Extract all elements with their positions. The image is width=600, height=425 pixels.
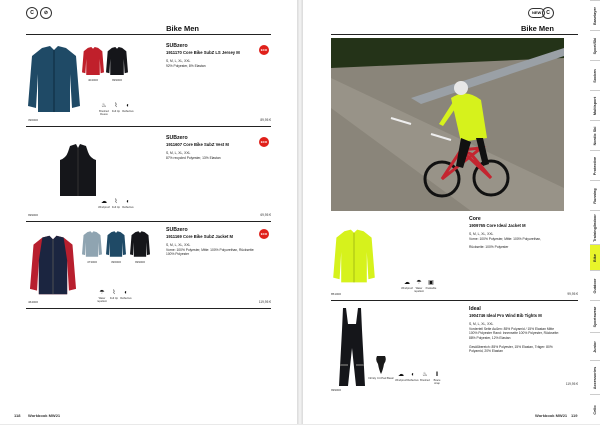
product-material-2: Gesäßbereich: 85% Polyester, 15% Elastan, Träger: 80% Polyamid, 20% Elastan [469, 345, 553, 354]
product-sizes: S, M, L, XL, XXL [166, 151, 191, 155]
product-name: 1909765 Core Ideal Jacket M [469, 223, 526, 228]
product-series: SUBzero [166, 135, 188, 141]
feature-item: ◐ Reflective [120, 290, 132, 300]
full-zip-icon: ⌇ [112, 290, 116, 296]
product-main-image [60, 144, 96, 198]
header-rule [331, 34, 578, 35]
product-material: 92% Polyester, 8% Elastan [166, 64, 206, 68]
product-series: Core [469, 216, 481, 222]
cyclist-photo [331, 38, 564, 211]
cyclist-image [331, 38, 564, 211]
product-variant-image [106, 46, 128, 76]
eco-badge-icon: ECO [259, 137, 269, 147]
product-material: Vorderteil Seite Außen: 85% Polyamid / 15% Elastan Mitte 100% Polyester Rand: Innenseite 100% Polyester, Rückseite: 88% Polyester, 12% Elastan [469, 327, 559, 340]
section-title: Bike Men [166, 24, 199, 33]
catalog-name: Workbook MW21 [28, 413, 61, 418]
main-code: 396000 [28, 118, 39, 122]
product-price: 119,95 € [565, 382, 578, 386]
tab-cello[interactable]: Cello [590, 394, 600, 425]
product-material: Vorne: 100% Polyester, Mitte: 100% Polyurethan, [469, 237, 542, 241]
main-code: 999000 [28, 213, 39, 217]
tab-outdoor[interactable]: Outdoor [590, 270, 600, 301]
windproof-icon: ☁ [404, 280, 410, 286]
new-badge: NEW [528, 8, 545, 18]
feature-item: ▣ Packable [425, 280, 437, 290]
main-code: 999000 [331, 388, 342, 392]
product-main-image [28, 234, 78, 296]
main-code: 851000 [331, 292, 342, 296]
brace-strap-icon: Ⅱ [435, 372, 439, 378]
tab-junior[interactable]: Junior [590, 332, 600, 361]
product-name: 1911169 Core Bike SubZ Jacket M [166, 234, 234, 239]
tab-sportswear[interactable]: Sportswear [590, 300, 600, 333]
brand-logo: C [26, 7, 38, 19]
feature-item: ☁ Windproof [401, 280, 413, 290]
product-variant-image [130, 230, 150, 258]
tab-protective[interactable]: Protective [590, 150, 600, 181]
section-title: Bike Men [521, 24, 554, 33]
feature-item: ☁ Windproof [98, 199, 110, 209]
product-material-2: Rückseite: 100% Polyester [469, 245, 509, 249]
product-price: 99,95 € [567, 292, 578, 296]
product-name: 1911607 Core Bike SubZ Vest M [166, 142, 229, 147]
product-divider [331, 300, 578, 301]
brand-logo: C [542, 7, 554, 19]
tab-training-indoor[interactable]: Training/Indoor [590, 210, 600, 245]
product-main-image [333, 228, 375, 284]
brand-logo-alt-icon: ⊘ [40, 7, 52, 19]
water-repellent-icon: ☂ [416, 280, 422, 286]
packable-icon: ▣ [428, 280, 434, 286]
eco-badge-icon: ECO [259, 229, 269, 239]
catalog-name: Workbook MW21 [535, 413, 568, 418]
brushed-icon: ♨ [422, 372, 428, 378]
variant-code: 999000 [111, 78, 122, 82]
main-code: 464000 [28, 300, 39, 304]
variant-code: 404000 [87, 78, 98, 82]
product-price: 69,95 € [260, 213, 271, 217]
tab-running[interactable]: Running [590, 180, 600, 211]
feature-item: ☂ Water repellent [414, 280, 424, 293]
product-material: Vorne: 100% Polyester, Mitte: 100% Polyurethan, Rückseite: 100% Polyester [166, 248, 255, 257]
product-name: 1911170 Core Bike SubZ LS Jersey M [166, 50, 240, 55]
right-page [303, 0, 600, 424]
feature-item: ⌇ Full zip [109, 290, 119, 300]
reflective-icon: ◐ [124, 290, 128, 296]
tab-baselayer[interactable]: Baselayer [590, 0, 600, 31]
feature-item: ⌇ Full zip [111, 199, 121, 209]
feature-item: ☂ Water repellent [97, 290, 107, 303]
product-variant-image [82, 46, 104, 76]
header-rule [26, 34, 271, 35]
page-number: 118 [14, 413, 21, 418]
feature-item: ◐ Reflective [122, 199, 134, 209]
feature-item: ♨ Brushed Fleece [99, 103, 109, 116]
product-variant-image [106, 230, 126, 258]
product-divider [26, 221, 271, 222]
page-number: 119 [571, 413, 578, 418]
product-divider [26, 308, 271, 309]
tab-accessories[interactable]: Accessories [590, 360, 600, 395]
product-main-image [28, 44, 80, 114]
product-series: Ideal [469, 306, 481, 312]
full-zip-icon: ⌇ [114, 103, 118, 109]
product-main-image [337, 308, 367, 388]
feature-item: ⌇ Full zip [111, 103, 121, 113]
product-variant-image [82, 230, 102, 258]
reflective-icon: ◐ [126, 199, 130, 205]
windproof-icon: ☁ [101, 199, 107, 205]
water-repellent-icon: ☂ [99, 290, 105, 296]
variant-code: 396000 [110, 260, 121, 264]
left-page [0, 0, 297, 424]
tab-nordic-ski[interactable]: Nordic Ski [590, 120, 600, 151]
variant-code: 473000 [86, 260, 97, 264]
product-sizes: S, M, L, XL, XXL [166, 59, 191, 63]
reflective-icon: ◐ [411, 372, 415, 378]
feature-item: ◐ Reflective [122, 103, 134, 113]
product-sizes: S, M, L, XL, XXL [469, 232, 494, 236]
windproof-icon: ☁ [398, 372, 404, 378]
reflective-icon: ◐ [126, 103, 130, 109]
product-sizes: S, M, L, XL, XXL [469, 322, 494, 326]
tab-socken[interactable]: Socken [590, 60, 600, 91]
feature-item: ◐ Reflective [407, 372, 419, 382]
product-price: 89,95 € [260, 118, 271, 122]
product-name: 1904746 Ideal Pro Wind Bib Tights M [469, 313, 542, 318]
variant-code: 999000 [134, 260, 145, 264]
pad-label: Infinity C4 Pad Basic [368, 376, 394, 380]
product-series: SUBzero [166, 227, 188, 233]
brushed-fleece-icon: ♨ [101, 103, 107, 109]
feature-item: Ⅱ Brace strap [431, 372, 443, 385]
product-material: 87% recycled Polyester, 13% Elastan [166, 156, 221, 160]
category-tabs [590, 0, 600, 424]
product-price: 119,95 € [258, 300, 271, 304]
feature-item: ♨ Brushed [420, 372, 430, 382]
feature-item: ☁ Windproof [395, 372, 407, 382]
eco-badge-icon: ECO [259, 45, 269, 55]
full-zip-icon: ⌇ [114, 199, 118, 205]
product-series: SUBzero [166, 43, 188, 49]
tab-bike[interactable]: Bike [590, 244, 600, 271]
product-divider [26, 126, 271, 127]
tab-multisport[interactable]: Multisport [590, 90, 600, 121]
chamois-pad-icon [375, 356, 387, 374]
product-sizes: S, M, L, XL, XXL [166, 243, 191, 247]
tab-sport-ski[interactable]: Sport/Ski [590, 30, 600, 61]
